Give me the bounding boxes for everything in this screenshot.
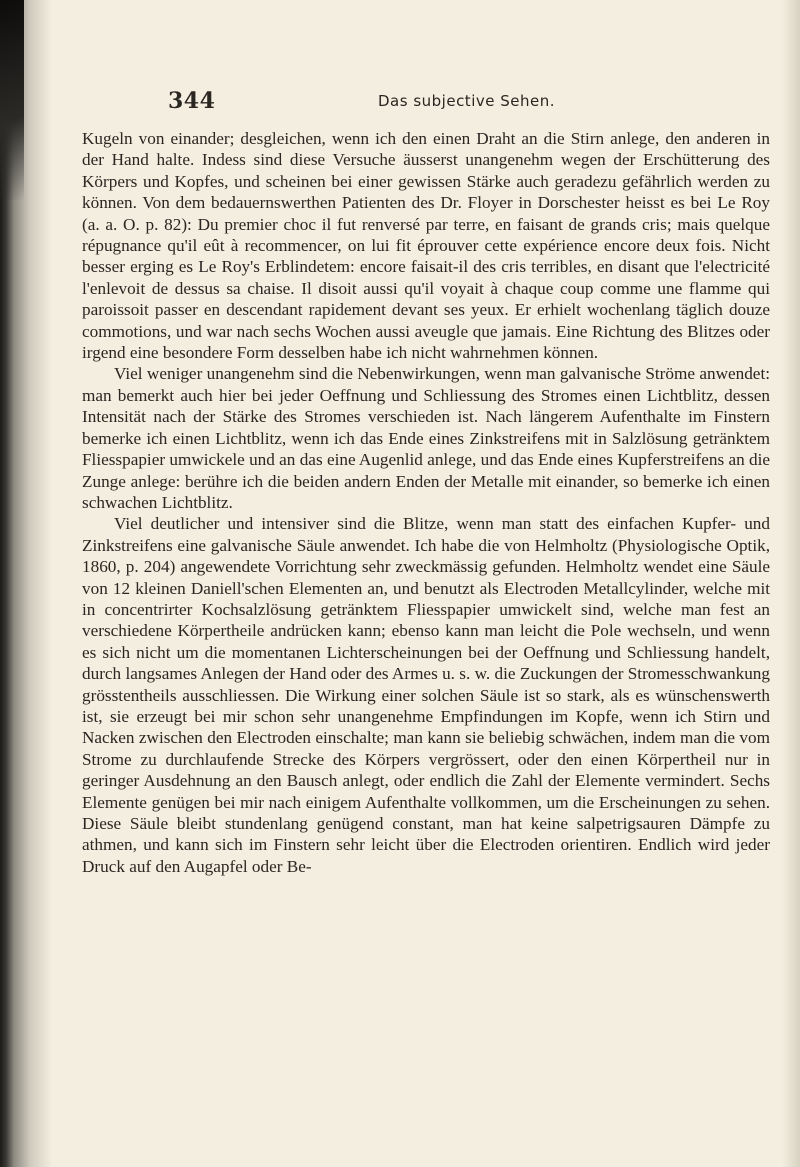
page-number: 344: [168, 88, 216, 114]
running-title: Das subjective Sehen.: [378, 92, 555, 110]
scan-fold-corner: [0, 0, 24, 200]
paragraph-2: Viel weniger unangenehm sind die Nebenwirkungen, wenn man galvanische Ströme anwendet: man bemerkt auch hier bei jeder Oeffnung und Schliessung des Stromes einen Lichtblitz, dessen Intensität nach der Stärke des Stromes verschieden ist. Nach längerem Aufenthalte im Finstern bemerke ich einen Lichtblitz, wenn ich das Ende eines Zinkstreifens mit in Salzlösung getränktem Fliesspapier umwickele und an das eine Augenlid anlege, und das Ende eines Kupferstreifens an die Zunge anlege: berühre ich die beiden andern Enden der Metalle mit einander, so bemerke ich einen schwachen Lichtblitz.: [82, 364, 770, 512]
scan-edge-right: [782, 0, 800, 1167]
running-head: [68, 88, 768, 118]
paragraph-3: Viel deutlicher und intensiver sind die Blitze, wenn man statt des einfachen Kupfer- und Zinkstreifens eine galvanische Säule anwendet. Ich habe die von Helmholtz (Physiologische Optik, 1860, p. 204) angewendete Vorrichtung sehr zweckmässig gefunden. Helmholtz wendet eine Säule von 12 kleinen Daniell'schen Elementen an, und benutzt als Electroden Metallcylinder, welche mit in concentrirter Kochsalzlösung getränktem Fliesspapier umwickelt sind, welche man fest an verschiedene Körpertheile andrücken kann; ebenso kann man leicht die Pole wechseln, und wenn es sich nicht um die momentanen Lichterscheinungen bei der Oeffnung und Schliessung handelt, durch langsames Anlegen der Hand oder des Armes u. s. w. die Zuckungen der Stromesschwankung grösstentheils ausschliessen. Die Wirkung einer solchen Säule ist so stark, als es wünschenswerth ist, sie erzeugt bei mir schon sehr unangenehme Empfindungen im Kopfe, wenn ich Stirn und Nacken zwischen den Electroden einschalte; man kann sie beliebig schwächen, indem man die vom Strome zu durchlaufende Strecke des Körpers vergrössert, oder den einen Körpertheil nur in geringer Ausdehnung an den Bausch anlegt, oder endlich die Zahl der Elemente vermindert. Sechs Elemente genügen bei mir nach einigem Aufenthalte vollkommen, um die Erscheinungen zu sehen. Diese Säule bleibt stundenlang genügend constant, man hat keine salpetrigsauren Dämpfe zu athmen, und kann sich im Finstern sehr leicht über die Electroden orientiren. Endlich wird jeder Druck auf den Augapfel oder Be-: [82, 514, 770, 876]
body-text: [82, 128, 770, 877]
book-page: [68, 88, 770, 876]
paragraph-1: Kugeln von einander; desgleichen, wenn ich den einen Draht an die Stirn anlege, den anderen in der Hand halte. Indess sind diese Versuche äusserst unangenehm wegen der Erschütterung des Körpers und Kopfes, und scheinen bei einer gewissen Stärke auch geradezu gefährlich werden zu können. Von dem bedauernswerthen Patienten des Dr. Floyer in Dorschester heisst es bei Le Roy (a. a. O. p. 82): Du premier choc il fut renversé par terre, en faisant de grands cris; mais quelque répugnance qu'il eût à recommencer, on lui fit éprouver cette expérience encore deux fois. Nicht besser erging es Le Roy's Erblindetem: encore faisait-il des cris terribles, en disant que l'electricité l'enlevoit de dessus sa chaise. Il disoit aussi qu'il voyait à chaque coup comme une flamme qui paroissoit passer en descendant rapidement devant ses yeux. Er erhielt wochenlang täglich douze commotions, und war nach sechs Wochen aussi aveugle que jamais. Eine Richtung des Blitzes oder irgend eine besondere Form desselben habe ich nicht wahrnehmen können.: [82, 129, 770, 363]
